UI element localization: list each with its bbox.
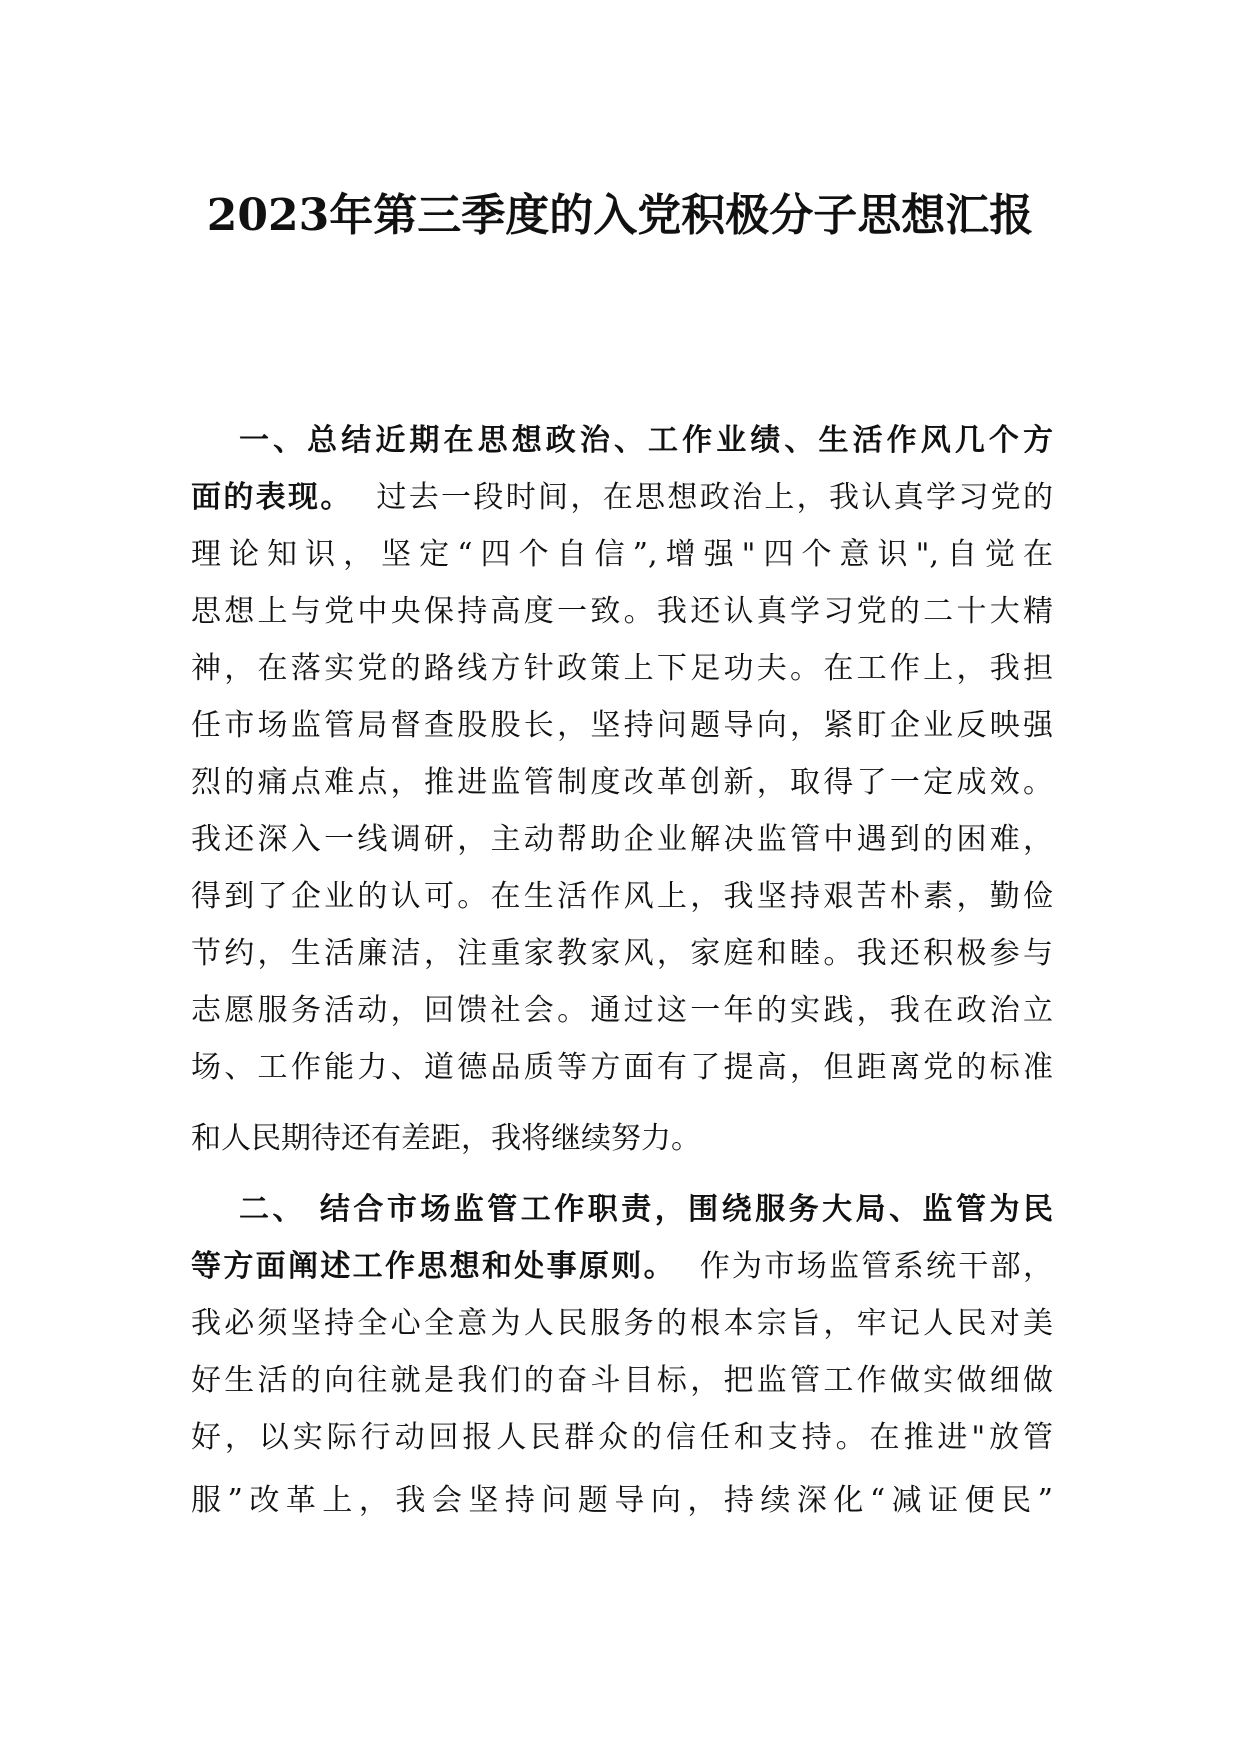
section-1-last-line: 和人民期待还有差距，我将继续努力。 <box>191 1121 701 1156</box>
section-1-line-2 <box>191 469 1053 526</box>
section-2-last-line: 服”改革上，我会坚持问题导向，持续深化“减证便民” <box>191 1483 1053 1518</box>
section-1-last-line-block <box>191 1110 1053 1167</box>
section-1-heading-line-1: 一、总结近期在思想政治、工作业绩、生活作风几个方 <box>239 423 1053 458</box>
section-1-line: 神，在落实党的路线方针政策上下足功夫。在工作上，我担 <box>191 651 1053 686</box>
section-1-line: 理论知识，坚定“四个自信”,增强"四个意识",自觉在 <box>191 537 1053 572</box>
section-1-line: 场、工作能力、道德品质等方面有了提高，但距离党的标准 <box>191 1050 1053 1085</box>
section-1-paragraph <box>191 412 1053 1096</box>
section-1-line: 思想上与党中央保持高度一致。我还认真学习党的二十大精 <box>191 594 1053 629</box>
section-1-heading-line-2: 面的表现。 <box>191 480 353 515</box>
section-2-line: 好生活的向往就是我们的奋斗目标，把监管工作做实做细做 <box>191 1363 1053 1398</box>
section-2-line: 好，以实际行动回报人民群众的信任和支持。在推进"放管 <box>191 1420 1053 1455</box>
section-1-line: 志愿服务活动，回馈社会。通过这一年的实践，我在政治立 <box>191 993 1053 1028</box>
section-1-line: 节约，生活廉洁，注重家教家风，家庭和睦。我还积极参与 <box>191 936 1053 971</box>
section-2-last-line-block <box>191 1472 1053 1529</box>
section-2-heading-line-2: 等方面阐述工作思想和处事原则。 <box>191 1249 676 1284</box>
section-2-heading-line-1: 二、 结合市场监管工作职责，围绕服务大局、监管为民 <box>239 1192 1053 1227</box>
section-2-line-2 <box>191 1238 1053 1295</box>
section-1-line-2-text: 过去一段时间，在思想政治上，我认真学习党的 <box>376 480 1053 515</box>
section-1-line: 任市场监管局督查股股长，坚持问题导向，紧盯企业反映强 <box>191 708 1053 743</box>
section-2-paragraph <box>191 1181 1053 1466</box>
document-title: 2023年第三季度的入党积极分子思想汇报 <box>206 190 1034 241</box>
section-1-line: 得到了企业的认可。在生活作风上，我坚持艰苦朴素，勤俭 <box>191 879 1053 914</box>
section-1-line: 我还深入一线调研，主动帮助企业解决监管中遇到的困难， <box>191 822 1053 857</box>
section-2-line: 我必须坚持全心全意为人民服务的根本宗旨，牢记人民对美 <box>191 1306 1053 1341</box>
section-2-line-2-text: 作为市场监管系统干部， <box>699 1249 1054 1284</box>
section-1-line: 烈的痛点难点，推进监管制度改革创新，取得了一定成效。 <box>191 765 1053 800</box>
